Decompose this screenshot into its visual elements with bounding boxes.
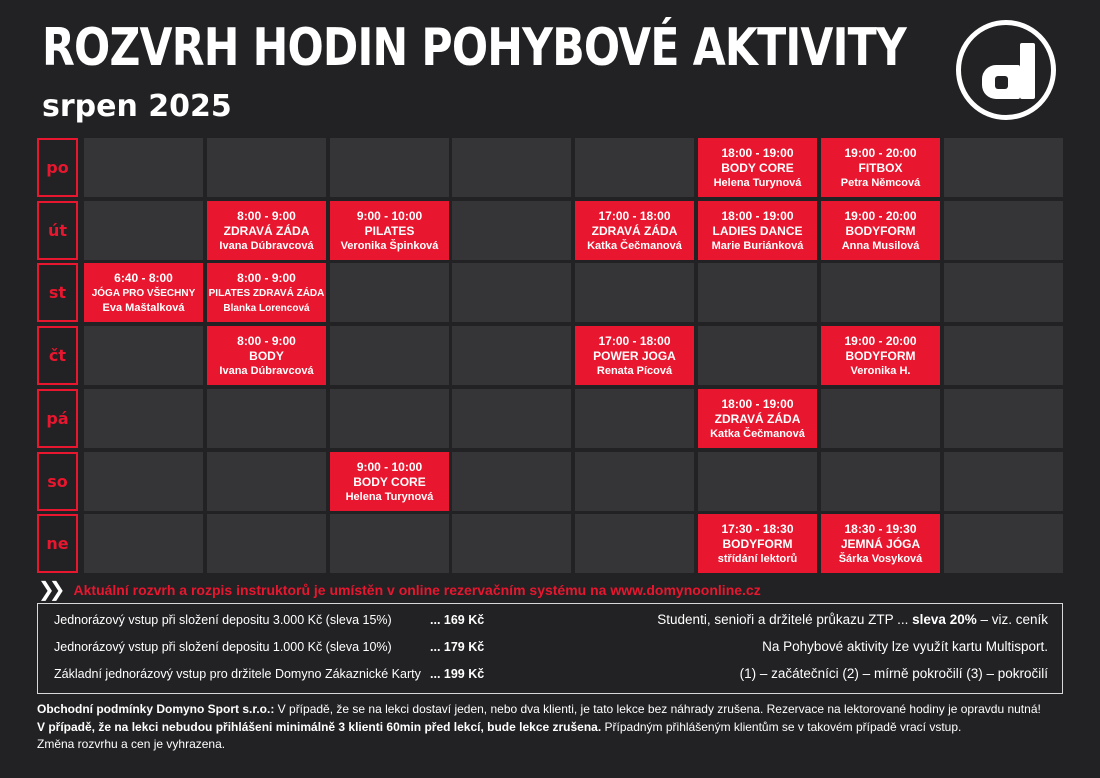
- empty-cell: [207, 514, 326, 573]
- lesson-time: 8:00 - 9:00: [237, 333, 296, 348]
- lesson-cell[interactable]: [207, 326, 326, 385]
- empty-cell: [575, 452, 694, 511]
- lesson-name: BODY: [249, 348, 284, 363]
- empty-cell: [330, 138, 449, 197]
- lesson-time: 8:00 - 9:00: [237, 270, 296, 285]
- online-note: [38, 581, 761, 599]
- lesson-instructor: Ivana Dúbravcová: [219, 239, 314, 252]
- lesson-cell[interactable]: [821, 326, 940, 385]
- empty-cell: [452, 263, 571, 322]
- terms-text: Případným přihlášeným klientům se v takovém případě vrací vstup.: [601, 719, 962, 734]
- empty-cell: [698, 326, 817, 385]
- lesson-cell[interactable]: [821, 138, 940, 197]
- lesson-instructor: Veronika Špinková: [340, 239, 439, 252]
- lesson-time: 19:00 - 20:00: [844, 333, 917, 348]
- lesson-time: 17:00 - 18:00: [598, 333, 671, 348]
- empty-cell: [821, 389, 940, 448]
- day-label: po: [37, 138, 78, 197]
- levels-legend: (1) – začátečníci (2) – mírně pokročilí (3) – pokročilí: [739, 666, 1048, 681]
- lesson-cell[interactable]: [575, 326, 694, 385]
- lesson-time: 9:00 - 10:00: [356, 208, 423, 223]
- day-label: st: [37, 263, 78, 322]
- lesson-instructor: Renata Pícová: [596, 364, 673, 377]
- lesson-instructor: Helena Turynová: [345, 490, 434, 503]
- lesson-instructor: Marie Buriánková: [711, 239, 804, 252]
- lesson-time: 17:00 - 18:00: [598, 208, 671, 223]
- lesson-cell[interactable]: [84, 263, 203, 322]
- double-chevron-right-icon: ❯❯: [38, 579, 60, 601]
- lesson-time: 9:00 - 10:00: [356, 459, 423, 474]
- lesson-instructor: Šárka Vosyková: [838, 552, 923, 565]
- terms-line: [37, 701, 1077, 719]
- day-label: čt: [37, 326, 78, 385]
- discount-info: [657, 612, 1048, 628]
- empty-cell: [330, 263, 449, 322]
- terms-line: [37, 719, 1077, 737]
- empty-cell: [452, 201, 571, 260]
- lesson-cell[interactable]: [207, 201, 326, 260]
- lesson-instructor: Eva Maštalková: [102, 301, 185, 314]
- lesson-name: BODY CORE: [353, 474, 426, 489]
- terms-cancel-rule: V případě, že na lekci nebudou přihlášeni minimálně 3 klienti 60min před lekcí, bude lekce zrušena.: [37, 719, 602, 734]
- empty-cell: [944, 452, 1063, 511]
- lesson-instructor: Blanka Lorencová: [223, 302, 310, 314]
- logo-bowl-hole: [995, 76, 1008, 89]
- online-note-text: Aktuální rozvrh a rozpis instruktorů je umístěn v online rezervačním systému na www.domynoonline.cz: [73, 582, 761, 598]
- lesson-time: 8:00 - 9:00: [237, 208, 296, 223]
- lesson-time: 17:30 - 18:30: [721, 521, 794, 536]
- lesson-time: 18:00 - 19:00: [721, 145, 794, 160]
- lesson-time: 18:30 - 19:30: [844, 521, 917, 536]
- lesson-name: BODYFORM: [845, 348, 916, 363]
- lesson-cell[interactable]: [698, 201, 817, 260]
- price-row-value: ... 199 Kč: [430, 667, 485, 681]
- discount-prefix: Studenti, senioři a držitelé průkazu ZTP ...: [657, 612, 913, 627]
- lesson-name: BODY CORE: [721, 160, 794, 175]
- empty-cell: [452, 389, 571, 448]
- empty-cell: [944, 514, 1063, 573]
- empty-cell: [84, 514, 203, 573]
- lesson-instructor: Petra Němcová: [840, 176, 921, 189]
- empty-cell: [452, 326, 571, 385]
- empty-cell: [944, 201, 1063, 260]
- lesson-cell[interactable]: [330, 201, 449, 260]
- empty-cell: [452, 514, 571, 573]
- lesson-instructor: Anna Musilová: [841, 239, 920, 252]
- lesson-name: BODYFORM: [845, 223, 916, 238]
- lesson-name: POWER JOGA: [593, 348, 676, 363]
- lesson-cell[interactable]: [575, 201, 694, 260]
- price-row-label: Jednorázový vstup při složení depositu 3.000 Kč (sleva 15%): [54, 613, 392, 627]
- domyno-d-logo-icon: [956, 20, 1056, 120]
- lesson-name: FITBOX: [858, 160, 903, 175]
- lesson-time: 19:00 - 20:00: [844, 145, 917, 160]
- price-row-label: Základní jednorázový vstup pro držitele Domyno Zákaznické Karty: [54, 667, 421, 681]
- lesson-instructor: Helena Turynová: [713, 176, 802, 189]
- empty-cell: [330, 389, 449, 448]
- multisport-info: Na Pohybové aktivity lze využít kartu Multisport.: [762, 639, 1048, 654]
- empty-cell: [698, 263, 817, 322]
- empty-cell: [944, 138, 1063, 197]
- lesson-name: PILATES ZDRAVÁ ZÁDA: [208, 287, 325, 299]
- day-label: út: [37, 201, 78, 260]
- page-subtitle: srpen 2025: [42, 89, 232, 124]
- empty-cell: [575, 263, 694, 322]
- terms-footer: [37, 701, 1077, 754]
- empty-cell: [452, 138, 571, 197]
- day-label: ne: [37, 514, 78, 573]
- lesson-cell[interactable]: [207, 263, 326, 322]
- lesson-instructor: Veronika H.: [850, 364, 911, 377]
- lesson-time: 19:00 - 20:00: [844, 208, 917, 223]
- lesson-name: ZDRAVÁ ZÁDA: [591, 223, 678, 238]
- lesson-cell[interactable]: [698, 138, 817, 197]
- lesson-time: 6:40 - 8:00: [114, 270, 173, 285]
- empty-cell: [84, 138, 203, 197]
- empty-cell: [207, 138, 326, 197]
- empty-cell: [944, 326, 1063, 385]
- empty-cell: [575, 138, 694, 197]
- empty-cell: [452, 452, 571, 511]
- empty-cell: [207, 452, 326, 511]
- empty-cell: [84, 452, 203, 511]
- lesson-cell[interactable]: [698, 389, 817, 448]
- empty-cell: [84, 201, 203, 260]
- lesson-instructor: Ivana Dúbravcová: [219, 364, 314, 377]
- empty-cell: [330, 514, 449, 573]
- empty-cell: [821, 452, 940, 511]
- price-row-value: ... 179 Kč: [430, 640, 485, 654]
- price-row-label: Jednorázový vstup při složení depositu 1.000 Kč (sleva 10%): [54, 640, 392, 654]
- empty-cell: [821, 263, 940, 322]
- lesson-name: ZDRAVÁ ZÁDA: [714, 411, 801, 426]
- empty-cell: [84, 326, 203, 385]
- empty-cell: [330, 326, 449, 385]
- day-label: pá: [37, 389, 78, 448]
- price-row-value: ... 169 Kč: [430, 613, 485, 627]
- terms-text: V případě, že se na lekci dostaví jeden, nebo dva klienti, je tato lekce bez náhrady zrušena. Rezervace na lektorované hodiny je opravdu nutná!: [274, 702, 1041, 716]
- terms-line: Změna rozvrhu a cen je vyhrazena.: [37, 737, 226, 751]
- day-label: so: [37, 452, 78, 511]
- empty-cell: [207, 389, 326, 448]
- lesson-name: JEMNÁ JÓGA: [840, 536, 921, 551]
- page-title: ROZVRH HODIN POHYBOVÉ AKTIVITY: [42, 18, 906, 78]
- discount-value: sleva 20%: [912, 612, 977, 627]
- lesson-name: BODYFORM: [722, 536, 793, 551]
- terms-heading: Obchodní podmínky Domyno Sport s.r.o.:: [37, 702, 275, 716]
- lesson-instructor: střídání lektorů: [717, 552, 798, 565]
- empty-cell: [944, 263, 1063, 322]
- price-box: [37, 603, 1063, 694]
- lesson-cell[interactable]: [330, 452, 449, 511]
- lesson-instructor: Katka Čečmanová: [587, 239, 682, 252]
- logo-stem: [1020, 43, 1035, 99]
- lesson-name: ZDRAVÁ ZÁDA: [223, 223, 310, 238]
- lesson-cell[interactable]: [821, 514, 940, 573]
- lesson-cell[interactable]: [821, 201, 940, 260]
- lesson-instructor: Katka Čečmanová: [710, 427, 805, 440]
- lesson-name: JÓGA PRO VŠECHNY: [91, 287, 196, 299]
- empty-cell: [84, 389, 203, 448]
- empty-cell: [575, 389, 694, 448]
- lesson-name: PILATES: [364, 223, 415, 238]
- lesson-time: 18:00 - 19:00: [721, 208, 794, 223]
- lesson-name: LADIES DANCE: [712, 223, 803, 238]
- lesson-cell[interactable]: [698, 514, 817, 573]
- empty-cell: [575, 514, 694, 573]
- discount-suffix: – viz. ceník: [976, 612, 1048, 627]
- empty-cell: [698, 452, 817, 511]
- empty-cell: [944, 389, 1063, 448]
- lesson-time: 18:00 - 19:00: [721, 396, 794, 411]
